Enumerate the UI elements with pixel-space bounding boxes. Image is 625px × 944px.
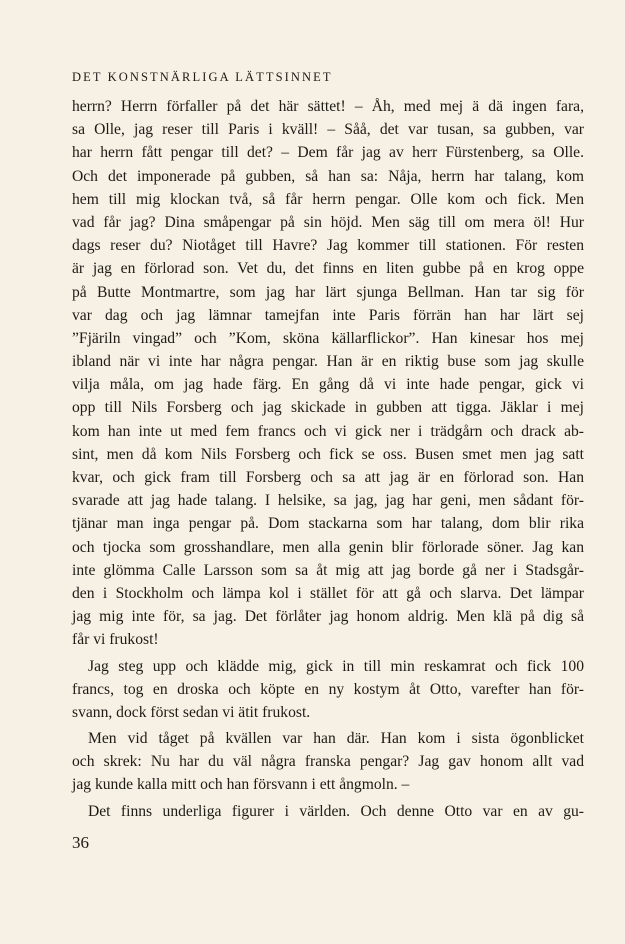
- text-line: kvar, och gick fram till Forsberg och sa att jag är en förlorad son. Han: [72, 469, 584, 486]
- text-line: Men vid tåget på kvällen var han där. Han kom i sista ögonblicket: [88, 730, 584, 748]
- text-line: francs, tog en droska och köpte en ny kostym åt Otto, varefter han för-: [72, 680, 584, 698]
- text-line: Det finns underliga figurer i världen. Och denne Otto var en av gu-: [88, 802, 584, 820]
- running-head: DET KONSTNÄRLIGA LÄTTSINNET: [72, 70, 333, 84]
- page-number: 36: [72, 833, 89, 852]
- body-text: [72, 95, 584, 823]
- text-line: dags reser du? Niotåget till Havre? Jag kommer till stationen. För resten: [72, 237, 584, 255]
- text-line: vad får jag? Dina småpengar på sin höjd. Men säg till om mera öl! Hur: [72, 213, 584, 231]
- text-line: var dag och jag lämnar tamejfan inte Paris förrän han har lärt sej: [72, 306, 584, 324]
- text-line: på Butte Montmartre, som jag har lärt sjunga Bellman. Han tar sig för: [72, 283, 584, 301]
- text-line: ”Fjäriln vingad” och ”Kom, sköna källarflickor”. Han kinesar hos mej: [72, 329, 584, 347]
- text-line: får vi frukost!: [72, 631, 159, 649]
- text-line: Jag steg upp och klädde mig, gick in till min reskamrat och fick 100: [88, 657, 584, 675]
- text-line: svann, dock först sedan vi ätit frukost.: [72, 703, 311, 721]
- text-line: vilja måla, om jag hade färg. En gång då vi inte hade pengar, gick vi: [72, 376, 584, 394]
- text-line: är jag en förlorad son. Vet du, det finns en liten gubbe på en krog oppe: [72, 260, 584, 278]
- text-line: och tjocka som grosshandlare, men alla genin blir förlorade söner. Jag kan: [72, 538, 584, 556]
- text-line: och skrek: Nu har du väl några franska pengar? Jag gav honom allt vad: [72, 753, 584, 771]
- text-line: den i Stockholm och lämpa kol i stället för att gå och slarva. Det lämpar: [72, 584, 584, 602]
- text-line: ibland när vi inte har några pengar. Han är en riktig buse som jag skulle: [72, 353, 584, 371]
- text-line: sint, men då kom Nils Forsberg och fick se oss. Busen smet men jag satt: [72, 445, 584, 463]
- text-line: jag kunde kalla mitt och han försvann i ett ångmoln. –: [72, 776, 410, 794]
- text-line: sa Olle, jag reser till Paris i kväll! – Såå, det var tusan, sa gubben, var: [72, 121, 584, 139]
- text-line: svarade att jag hade talang. I helsike, sa jag, jag har geni, men sådant för-: [72, 492, 584, 510]
- text-line: opp till Nils Forsberg och jag skickade in gubben att tigga. Jäklar i mej: [72, 399, 584, 417]
- paragraph: [72, 800, 584, 823]
- text-line: herrn? Herrn förfaller på det här sättet! – Åh, med mej ä dä ingen fara,: [72, 98, 584, 115]
- text-line: har herrn fått pengar till det? – Dem får jag av herr Fürstenberg, sa Olle.: [72, 144, 584, 162]
- text-line: inte glömma Calle Larsson som sa åt mig att jag borde gå ner i Stadsgår-: [72, 561, 584, 579]
- paragraph: [72, 95, 584, 652]
- text-line: hem till mig klockan två, så får herrn pengar. Olle kom och fick. Men: [72, 190, 584, 208]
- text-line: jag mig inte för, sa jag. Det förlåter jag honom aldrig. Men klä på dig så: [72, 608, 584, 626]
- paragraph: [72, 727, 584, 797]
- text-line: tjänar man inga pengar på. Dom stackarna som har talang, dom blir rika: [72, 515, 584, 533]
- paragraph: [72, 655, 584, 725]
- text-line: kom han inte ut med fem francs och vi gick ner i trädgårn och drack ab-: [72, 422, 584, 440]
- text-line: Och det imponerade på gubben, så han sa: Nåja, herrn har talang, kom: [72, 167, 584, 185]
